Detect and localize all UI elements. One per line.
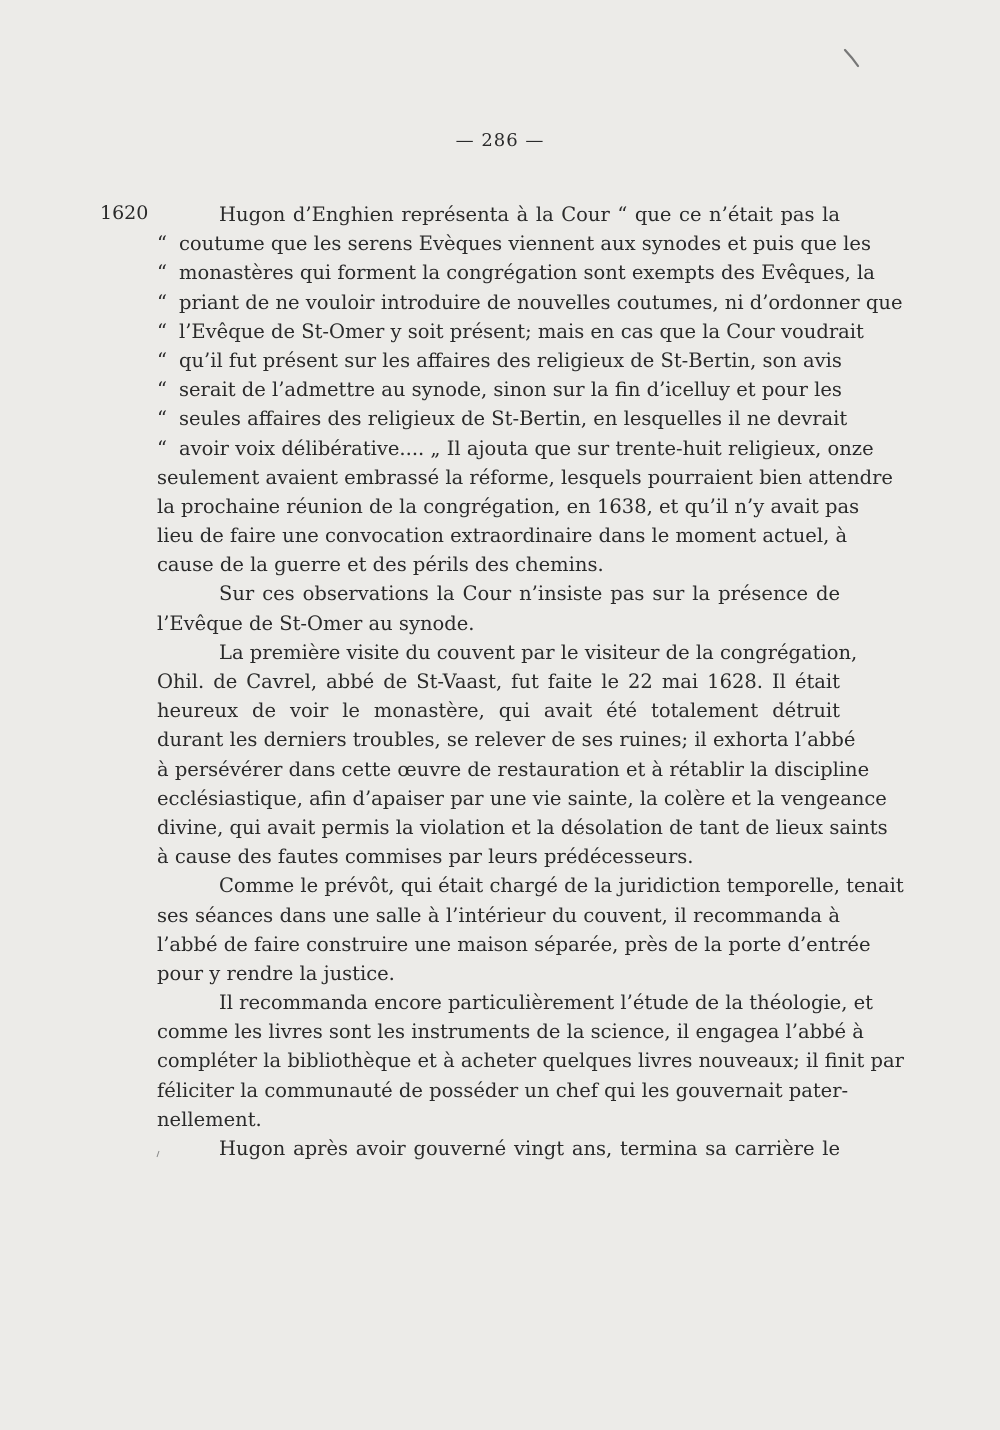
- text-line: compléter la bibliothèque et à acheter quelques livres nouveaux; il finit par: [157, 1049, 904, 1073]
- text-line-content: serait de l’admettre au synode, sinon sur la fin d’icelluy et pour les: [179, 378, 842, 402]
- text-line: l’abbé de faire construire une maison séparée, près de la porte d’entrée: [157, 932, 871, 956]
- text-line: Sur ces observations la Cour n’insiste pas sur la présence de: [219, 582, 840, 606]
- quote-mark: “: [157, 290, 167, 314]
- text-line: [157, 229, 871, 258]
- quote-mark: “: [157, 348, 167, 372]
- text-line: à persévérer dans cette œuvre de restauration et à rétablir la discipline: [157, 757, 870, 781]
- quote-mark: “: [157, 319, 167, 343]
- text-line-content: priant de ne vouloir introduire de nouvelles coutumes, ni d’ordonner que: [179, 290, 903, 314]
- text-line-content: qu’il fut présent sur les affaires des religieux de St-Bertin, son avis: [179, 348, 842, 372]
- text-line-content: avoir voix délibérative.... „ Il ajouta que sur trente-huit religieux, onze: [179, 436, 874, 460]
- text-line: ecclésiastique, afin d’apaiser par une vie sainte, la colère et la vengeance: [157, 786, 887, 810]
- text-line: l’Evêque de St-Omer au synode.: [157, 611, 475, 635]
- text-line: [157, 346, 840, 375]
- text-line: comme les livres sont les instruments de la science, il engagea l’abbé à: [157, 1020, 864, 1044]
- text-line: [157, 375, 840, 404]
- text-line: [157, 434, 874, 463]
- text-line: Il recommanda encore particulièrement l’étude de la théologie, et: [219, 991, 873, 1015]
- quote-mark: “: [157, 436, 167, 460]
- text-line-content: seules affaires des religieux de St-Bertin, en lesquelles il ne devrait: [179, 407, 848, 431]
- text-line: pour y rendre la justice.: [157, 961, 395, 985]
- text-line: Hugon après avoir gouverné vingt ans, termina sa carrière le: [219, 1137, 840, 1160]
- text-line: divine, qui avait permis la violation et la désolation de tant de lieux saints: [157, 815, 888, 839]
- ink-speck-icon: [843, 48, 861, 68]
- page-number: — 286 —: [455, 130, 545, 151]
- text-line: nellement.: [157, 1107, 262, 1131]
- text-line: heureux de voir le monastère, qui avait été totalement détruit: [157, 699, 840, 723]
- text-line: la prochaine réunion de la congrégation, en 1638, et qu’il n’y avait pas: [157, 494, 860, 518]
- text-line-content: monastères qui forment la congrégation sont exempts des Evêques, la: [179, 261, 875, 285]
- text-line: [157, 404, 848, 433]
- margin-year: 1620: [100, 202, 149, 224]
- stray-mark-icon: [155, 1150, 161, 1158]
- text-line: [157, 288, 903, 317]
- quote-mark: “: [157, 378, 167, 402]
- text-line: à cause des fautes commises par leurs prédécesseurs.: [157, 845, 694, 869]
- text-line: La première visite du couvent par le visiteur de la congrégation,: [219, 640, 858, 664]
- text-body: [157, 200, 904, 1163]
- text-line: durant les derniers troubles, se relever de ses ruines; il exhorta l’abbé: [157, 728, 856, 752]
- text-line: ses séances dans une salle à l’intérieur du couvent, il recommanda à: [157, 903, 840, 927]
- text-line: [157, 258, 875, 287]
- text-line: féliciter la communauté de posséder un chef qui les gouvernait pater-: [157, 1078, 849, 1102]
- text-line: [157, 317, 864, 346]
- quote-mark: “: [157, 232, 167, 256]
- quote-mark: “: [157, 407, 167, 431]
- text-line: Comme le prévôt, qui était chargé de la juridiction temporelle, tenait: [219, 874, 904, 898]
- text-line-content: coutume que les serens Evèques viennent aux synodes et puis que les: [179, 232, 871, 256]
- text-line: seulement avaient embrassé la réforme, lesquels pourraient bien attendre: [157, 465, 893, 489]
- text-line-content: l’Evêque de St-Omer y soit présent; mais en cas que la Cour voudrait: [179, 319, 864, 343]
- text-line: lieu de faire une convocation extraordinaire dans le moment actuel, à: [157, 524, 848, 548]
- text-line: Hugon d’Enghien représenta à la Cour “ que ce n’était pas la: [219, 203, 840, 226]
- quote-mark: “: [157, 261, 167, 285]
- text-line: Ohil. de Cavrel, abbé de St-Vaast, fut faite le 22 mai 1628. Il était: [157, 670, 840, 693]
- text-line: cause de la guerre et des périls des chemins.: [157, 553, 604, 577]
